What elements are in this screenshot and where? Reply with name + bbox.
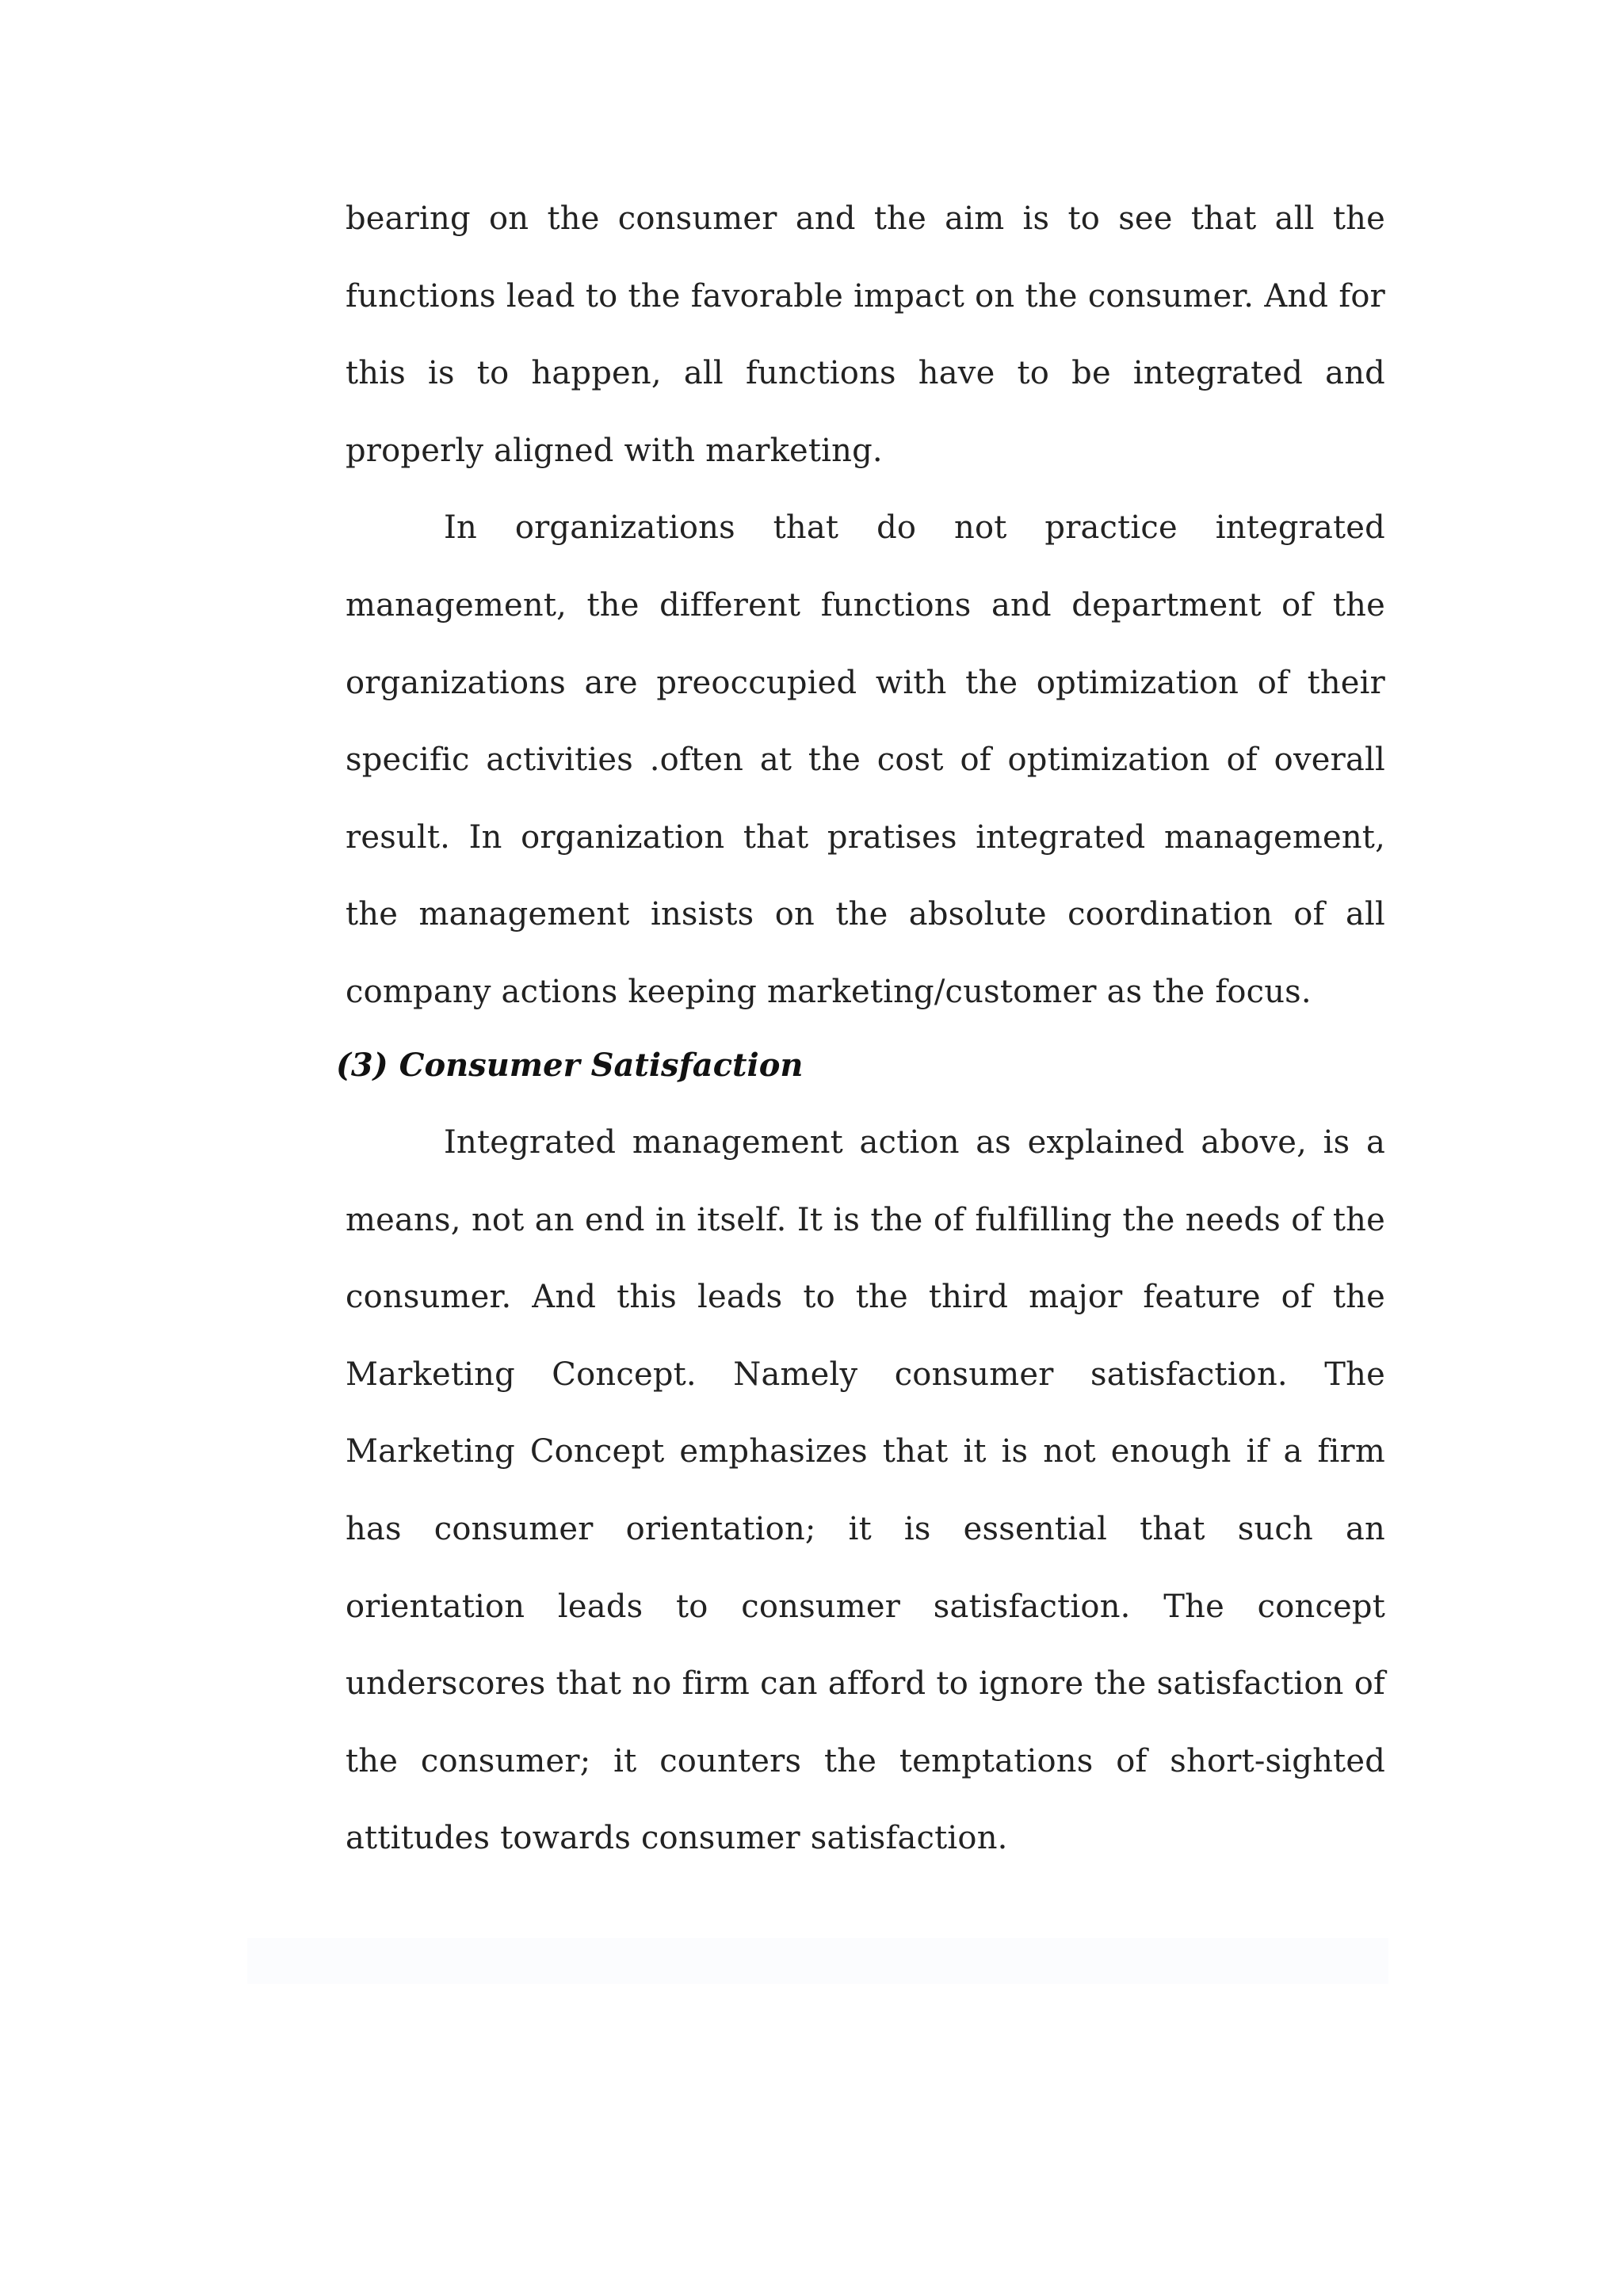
body-text-bottom xyxy=(346,1104,1385,1878)
section-heading: (3) Consumer Satisfaction xyxy=(336,1047,804,1084)
body-text-top xyxy=(346,181,1385,1032)
paragraph-continuation: bearing on the consumer and the aim is to see that all the functions lead to the favorable impact on the consumer. And for this is to happen, all functions have to be integrated and properly aligned with marketing. xyxy=(346,200,1385,469)
paragraph-consumer-satisfaction: Integrated management action as explained above, is a means, not an end in itself. It is the of fulfilling the needs of the consumer. And this leads to the third major feature of the Marketing Concept. Namely consumer satisfaction. The Marketing Concept emphasizes that it is not enough if a firm has consumer orientation; it is essential that such an orientation leads to consumer satisfaction. The concept underscores that no firm can afford to ignore the satisfaction of the consumer; it counters the temptations of short-sighted attitudes towards consumer satisfaction. xyxy=(346,1124,1385,1857)
paragraph-integrated-management: In organizations that do not practice integrated management, the different functions and department of the organizations are preoccupied with the optimization of their specific activities .often at the cost of optimization of overall result. In organization that pratises integrated management, the management insists on the absolute coordination of all company actions keeping marketing/customer as the focus. xyxy=(346,509,1385,1010)
footer-band xyxy=(247,1938,1388,1984)
